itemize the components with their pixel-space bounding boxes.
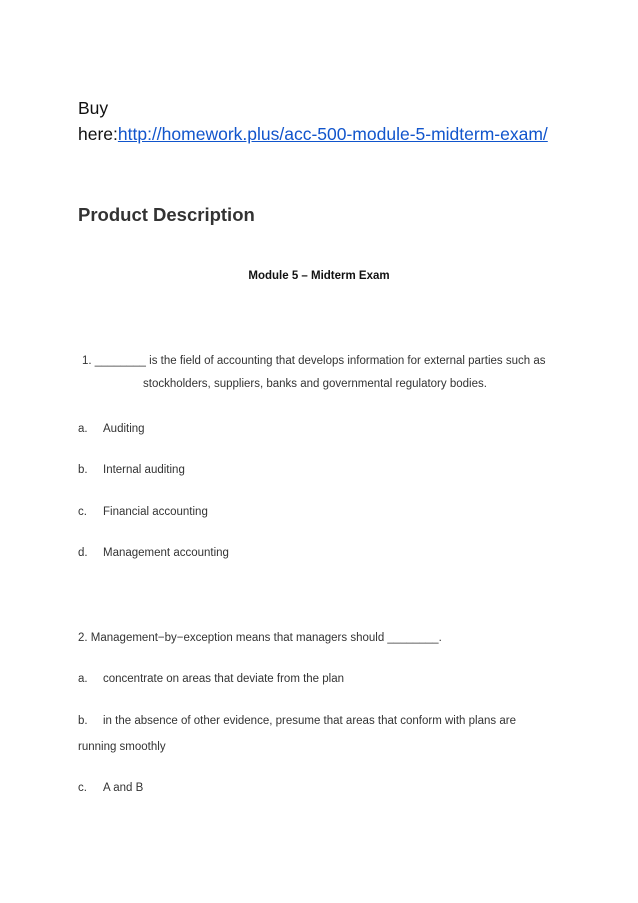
option-letter: c. bbox=[78, 506, 87, 518]
option-letter: a. bbox=[78, 423, 88, 435]
option-letter: a. bbox=[78, 673, 88, 685]
q2-option-c bbox=[78, 782, 143, 794]
option-text: in the absence of other evidence, presume that areas that conform with plans are bbox=[103, 715, 516, 727]
option-letter: d. bbox=[78, 547, 88, 559]
option-text: Management accounting bbox=[103, 547, 229, 559]
module-title: Module 5 – Midterm Exam bbox=[248, 270, 390, 282]
option-text: A and B bbox=[103, 782, 144, 794]
question-1-text: 1. ________ is the field of accounting that develops information for external parties such as bbox=[82, 355, 546, 367]
q2-option-a bbox=[78, 673, 344, 685]
purchase-link[interactable]: http://homework.plus/acc-500-module-5-midterm-exam/ bbox=[117, 124, 548, 144]
option-letter: b. bbox=[78, 715, 88, 727]
q1-option-a bbox=[78, 423, 145, 435]
q2-option-b-cont: running smoothly bbox=[78, 741, 166, 753]
q1-option-c bbox=[78, 506, 208, 518]
option-letter: b. bbox=[78, 464, 88, 476]
q1-option-b bbox=[78, 464, 185, 476]
option-text: Internal auditing bbox=[103, 464, 185, 476]
option-text: Financial accounting bbox=[103, 506, 208, 518]
buy-text: Buy bbox=[78, 98, 109, 118]
q2-option-b bbox=[78, 715, 516, 727]
option-text: concentrate on areas that deviate from the plan bbox=[103, 673, 345, 685]
question-1-text-cont: stockholders, suppliers, banks and governmental regulatory bodies. bbox=[143, 378, 487, 390]
option-text: Auditing bbox=[103, 423, 145, 435]
question-2-text: 2. Management−by−exception means that managers should ________. bbox=[78, 632, 442, 644]
buy-label bbox=[78, 95, 108, 121]
q1-option-d bbox=[78, 547, 229, 559]
option-letter: c. bbox=[78, 782, 87, 794]
buy-link-line bbox=[78, 121, 548, 147]
here-prefix: here: bbox=[78, 124, 118, 144]
product-description-heading: Product Description bbox=[78, 204, 255, 225]
